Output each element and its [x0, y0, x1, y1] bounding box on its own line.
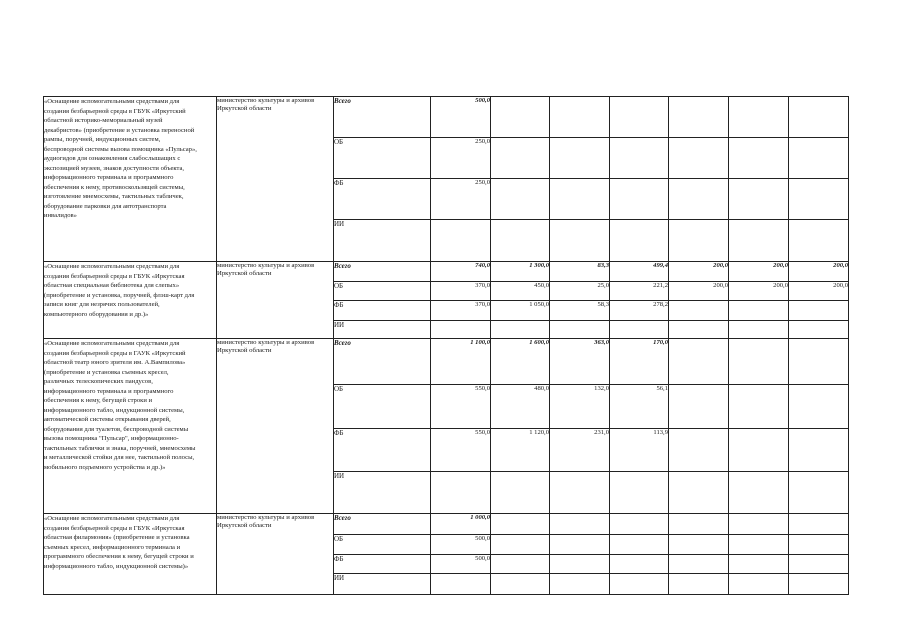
funding-value-cell: 550,0 — [431, 429, 491, 472]
measure-description — [44, 97, 217, 262]
funding-value-cell — [491, 138, 550, 179]
description-line: областной театр юного зрителя им. А.Вампилова» — [44, 359, 186, 366]
funding-value-cell: 231,0 — [550, 429, 610, 472]
description-line: областная специальная библиотека для слепых» — [44, 282, 180, 289]
funding-value-cell — [550, 555, 610, 574]
funding-value-cell — [729, 574, 789, 595]
description-line: оборудования для туалетов, беспроводной системы — [44, 425, 189, 433]
funding-value-cell — [789, 138, 849, 179]
funding-value-cell: 58,3 — [550, 301, 610, 321]
measure-description — [44, 514, 217, 595]
description-line: информационного табло, индукционной системы, — [44, 406, 185, 414]
description-line: рампы, поручней, индукционных систем, — [44, 136, 161, 143]
funding-value-cell — [669, 97, 729, 138]
description-line: декабристов» (приобретение и установка переносной — [44, 126, 195, 134]
funding-value-cell: 450,0 — [491, 282, 550, 301]
responsible-org — [217, 97, 334, 262]
funding-value-cell — [550, 220, 610, 262]
funding-value-cell: 550,0 — [431, 385, 491, 429]
funding-value-cell — [789, 179, 849, 220]
table-row — [44, 514, 849, 535]
description-line: тактильных таблички и знака, поручней, мнемосхемы — [44, 444, 196, 452]
funding-value-cell: 370,0 — [431, 301, 491, 321]
table-row — [44, 97, 849, 138]
funding-value-cell: 200,0 — [669, 262, 729, 282]
responsible-line: Иркутской области — [217, 522, 272, 529]
responsible-org — [217, 262, 334, 339]
funding-value-cell — [610, 555, 669, 574]
responsible-line: министерство культуры и архивов — [217, 262, 315, 269]
table-row — [44, 339, 849, 385]
funding-value-cell — [789, 472, 849, 514]
funding-value-cell — [669, 339, 729, 385]
funding-value-cell — [789, 535, 849, 555]
funding-value-cell — [610, 535, 669, 555]
funding-value-cell — [729, 138, 789, 179]
funding-value-cell — [669, 138, 729, 179]
funding-value-cell: 200,0 — [729, 282, 789, 301]
funding-value-cell: 1 000,0 — [431, 514, 491, 535]
funding-value-cell — [610, 574, 669, 595]
funding-value-cell — [550, 514, 610, 535]
responsible-org — [217, 514, 334, 595]
description-line: «Оснащение вспомогательными средствами для — [44, 340, 180, 347]
funding-source-label: ИИ — [334, 574, 431, 595]
funding-value-cell: 500,0 — [431, 535, 491, 555]
funding-value-cell — [729, 339, 789, 385]
funding-value-cell — [669, 429, 729, 472]
funding-value-cell — [729, 220, 789, 262]
funding-value-cell — [729, 535, 789, 555]
funding-value-cell — [491, 179, 550, 220]
responsible-line: министерство культуры и архивов — [217, 339, 315, 346]
funding-value-cell: 113,9 — [610, 429, 669, 472]
funding-source-label: ОБ — [334, 535, 431, 555]
funding-value-cell: 499,4 — [610, 262, 669, 282]
funding-value-cell — [550, 321, 610, 339]
description-line: «Оснащение вспомогательными средствами для — [44, 98, 180, 105]
funding-value-cell — [729, 179, 789, 220]
funding-value-cell — [669, 301, 729, 321]
funding-value-cell: 740,0 — [431, 262, 491, 282]
funding-value-cell — [610, 138, 669, 179]
funding-value-cell: 1 600,0 — [491, 339, 550, 385]
responsible-line: Иркутской области — [217, 105, 272, 112]
funding-value-cell — [729, 97, 789, 138]
funding-value-cell — [491, 535, 550, 555]
description-line: обеспечения к нему, бегущей строки и — [44, 397, 153, 404]
description-line: автоматической системы открывания дверей, — [44, 416, 171, 423]
funding-value-cell — [669, 535, 729, 555]
funding-value-cell — [789, 97, 849, 138]
funding-value-cell: 363,0 — [550, 339, 610, 385]
funding-source-label: Всего — [334, 339, 431, 385]
funding-value-cell: 200,0 — [669, 282, 729, 301]
responsible-line: министерство культуры и архивов — [217, 97, 315, 104]
description-line: компьютерного оборудования и др.)» — [44, 310, 149, 318]
funding-source-label: ОБ — [334, 385, 431, 429]
funding-value-cell — [431, 472, 491, 514]
funding-value-cell: 1 300,0 — [491, 262, 550, 282]
funding-value-cell: 1 050,0 — [491, 301, 550, 321]
description-line: областная филармония» (приобретение и установка — [44, 534, 190, 541]
funding-value-cell: 500,0 — [431, 555, 491, 574]
funding-value-cell — [550, 97, 610, 138]
funding-value-cell — [610, 179, 669, 220]
description-line: «Оснащение вспомогательными средствами для — [44, 263, 180, 270]
funding-value-cell — [729, 321, 789, 339]
description-line: информационного терминала и программного — [44, 174, 174, 181]
description-line: информационного терминала и программного — [44, 387, 174, 395]
funding-value-cell — [729, 429, 789, 472]
funding-value-cell: 170,0 — [610, 339, 669, 385]
funding-value-cell — [669, 555, 729, 574]
funding-source-label: ОБ — [334, 138, 431, 179]
description-line: создания безбарьерной среды в ГБУК «Иркутская — [44, 272, 185, 280]
funding-value-cell — [431, 220, 491, 262]
description-line: создания безбарьерной среды в ГБУК «Иркутская — [44, 524, 185, 532]
table-body — [44, 97, 849, 595]
funding-value-cell: 200,0 — [789, 282, 849, 301]
funding-value-cell — [669, 472, 729, 514]
description-line: создания безбарьерной среды в ГАУК «Иркутский — [44, 349, 186, 357]
funding-value-cell: 1 120,0 — [491, 429, 550, 472]
funding-value-cell — [789, 321, 849, 339]
funding-source-label: Всего — [334, 262, 431, 282]
responsible-org — [217, 339, 334, 514]
measure-description — [44, 262, 217, 339]
funding-value-cell — [610, 97, 669, 138]
funding-value-cell — [669, 385, 729, 429]
funding-value-cell: 221,2 — [610, 282, 669, 301]
funding-value-cell: 278,2 — [610, 301, 669, 321]
funding-value-cell — [491, 555, 550, 574]
description-line: различных телескопических пандусов, — [44, 378, 153, 385]
funding-value-cell — [550, 472, 610, 514]
funding-value-cell — [789, 555, 849, 574]
description-line: (приобретение и установка съемных кресел, — [44, 368, 169, 376]
funding-value-cell — [729, 514, 789, 535]
funding-value-cell — [491, 220, 550, 262]
funding-source-label: ФБ — [334, 179, 431, 220]
funding-value-cell — [491, 97, 550, 138]
funding-value-cell — [789, 385, 849, 429]
description-line: «Оснащение вспомогательными средствами для — [44, 515, 180, 522]
funding-value-cell — [789, 429, 849, 472]
description-line: мобильного подъемного устройства и др.)» — [44, 463, 166, 471]
description-line: вызова помощника "Пульсар", информационно- — [44, 435, 179, 442]
funding-value-cell — [550, 138, 610, 179]
description-line: информационного табло, индукционной системы)» — [44, 562, 189, 570]
funding-value-cell — [669, 514, 729, 535]
funding-value-cell — [789, 220, 849, 262]
funding-value-cell: 1 100,0 — [431, 339, 491, 385]
funding-value-cell — [610, 321, 669, 339]
measure-description — [44, 339, 217, 514]
description-line: обеспечения к нему, противоскользящей системы, — [44, 183, 185, 191]
description-line: создания безбарьерной среды в ГБУК «Иркутский — [44, 107, 186, 115]
funding-value-cell — [669, 321, 729, 339]
description-line: программного обеспечения к нему, бегущей строки и — [44, 553, 194, 560]
funding-value-cell — [550, 574, 610, 595]
funding-value-cell — [789, 339, 849, 385]
funding-value-cell: 370,0 — [431, 282, 491, 301]
funding-value-cell — [610, 220, 669, 262]
description-line: областной историко-мемориальный музей — [44, 117, 163, 124]
funding-value-cell — [550, 535, 610, 555]
funding-value-cell: 83,3 — [550, 262, 610, 282]
table-row — [44, 262, 849, 282]
funding-source-label: ИИ — [334, 220, 431, 262]
funding-value-cell — [491, 472, 550, 514]
funding-value-cell: 25,0 — [550, 282, 610, 301]
funding-value-cell — [789, 514, 849, 535]
description-line: съемных кресел, информационного терминала и — [44, 543, 181, 551]
funding-value-cell — [789, 301, 849, 321]
funding-value-cell: 480,0 — [491, 385, 550, 429]
funding-source-label: ФБ — [334, 555, 431, 574]
funding-value-cell — [610, 514, 669, 535]
description-line: инвалидов» — [44, 212, 77, 219]
description-line: аудиогидов для ознакомления слабослышащих с — [44, 155, 181, 162]
funding-table — [43, 96, 849, 595]
funding-value-cell — [729, 385, 789, 429]
funding-value-cell: 56,1 — [610, 385, 669, 429]
description-line: и металлической стойки для нее, тактильной полосы, — [44, 454, 195, 461]
funding-value-cell — [669, 574, 729, 595]
funding-value-cell — [431, 321, 491, 339]
funding-value-cell — [491, 574, 550, 595]
funding-value-cell — [491, 321, 550, 339]
funding-value-cell — [729, 472, 789, 514]
funding-source-label: Всего — [334, 97, 431, 138]
description-line: экспозицией музеев, знаков доступности объекта, — [44, 164, 185, 172]
funding-value-cell — [669, 179, 729, 220]
funding-value-cell — [729, 301, 789, 321]
responsible-line: Иркутской области — [217, 347, 272, 354]
funding-value-cell: 200,0 — [729, 262, 789, 282]
funding-value-cell — [669, 220, 729, 262]
funding-value-cell: 250,0 — [431, 138, 491, 179]
responsible-line: Иркутской области — [217, 270, 272, 277]
funding-value-cell: 200,0 — [789, 262, 849, 282]
funding-value-cell: 132,0 — [550, 385, 610, 429]
funding-value-cell — [550, 179, 610, 220]
funding-source-label: ОБ — [334, 282, 431, 301]
funding-value-cell — [789, 574, 849, 595]
funding-source-label: ФБ — [334, 429, 431, 472]
funding-source-label: ИИ — [334, 472, 431, 514]
funding-source-label: Всего — [334, 514, 431, 535]
funding-value-cell — [729, 555, 789, 574]
description-line: оборудование парковки для автотранспорта — [44, 202, 167, 210]
description-line: беспроводной системы вызова помощника «Пульсар», — [44, 145, 197, 153]
funding-source-label: ФБ — [334, 301, 431, 321]
funding-value-cell: 250,0 — [431, 179, 491, 220]
funding-value-cell — [491, 514, 550, 535]
description-line: (приобретение и установка, поручней, флэш-карт для — [44, 291, 195, 299]
description-line: записи книг для незрячих пользователей, — [44, 301, 160, 308]
funding-value-cell — [431, 574, 491, 595]
funding-value-cell: 500,0 — [431, 97, 491, 138]
responsible-line: министерство культуры и архивов — [217, 514, 315, 521]
description-line: изготовление мнемосхемы, тактильных табличек, — [44, 193, 184, 200]
funding-source-label: ИИ — [334, 321, 431, 339]
funding-value-cell — [610, 472, 669, 514]
